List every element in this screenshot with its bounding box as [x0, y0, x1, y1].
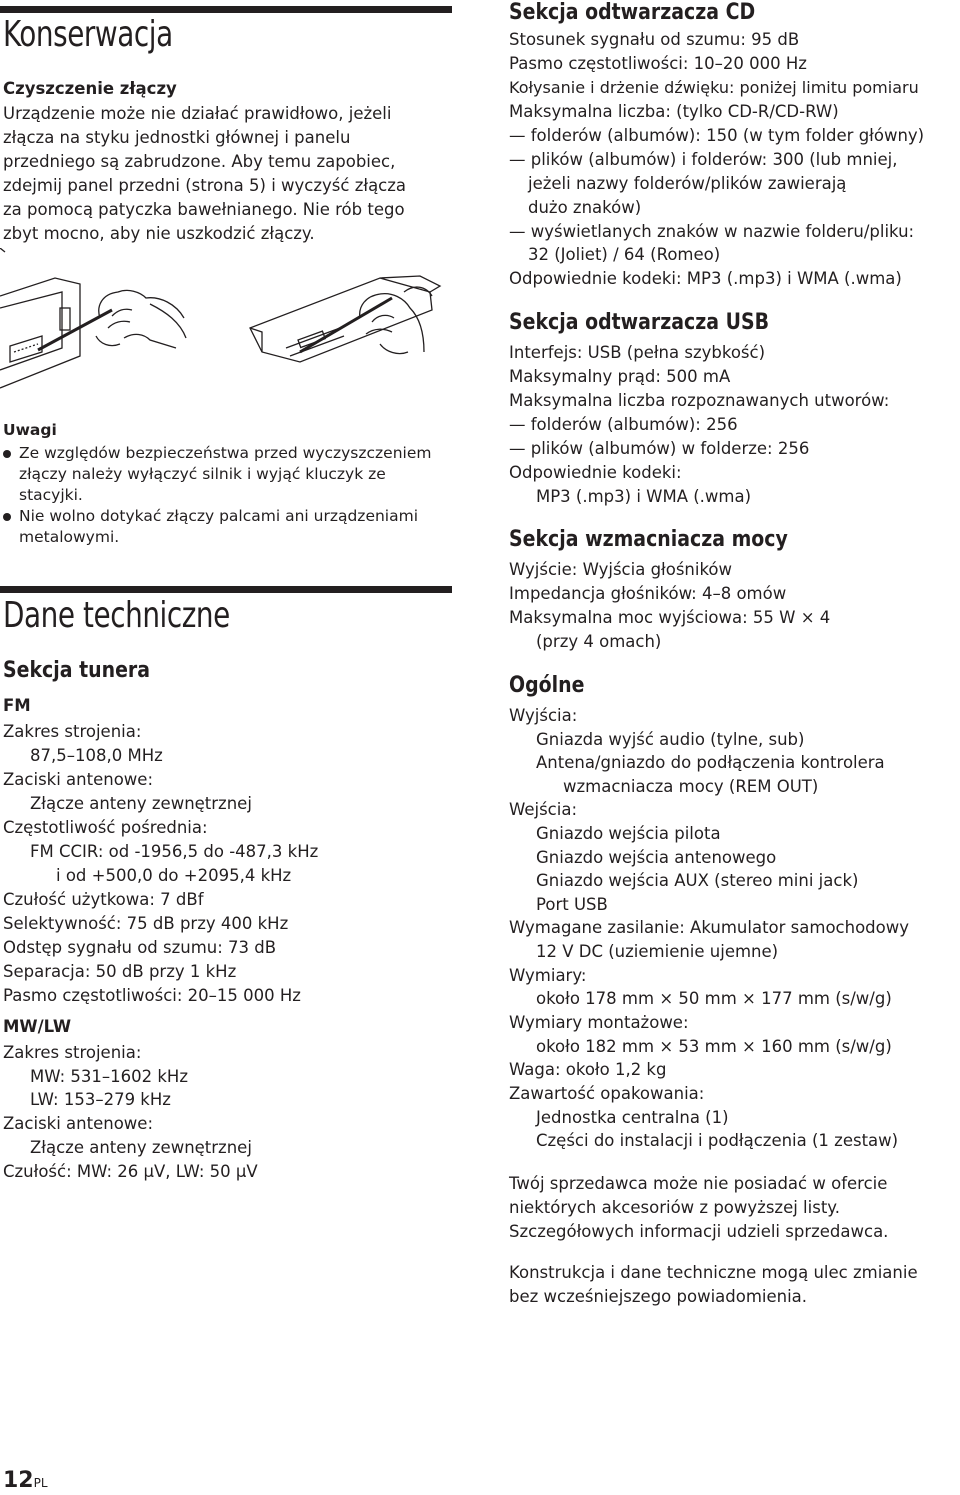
- page-number: [3, 1468, 48, 1493]
- cleaning-line: zbyt mocno, aby nie uszkodzić złączy.: [3, 224, 315, 243]
- note-line: Szczegółowych informacji udzieli sprzedawca.: [509, 1222, 889, 1241]
- spec-line: Wymiary montażowe:: [509, 1013, 689, 1032]
- spec-line: Zakres strojenia:: [3, 722, 142, 741]
- spec-line: Jednostka centralna (1): [536, 1108, 729, 1127]
- spec-line: Wejścia:: [509, 800, 578, 819]
- usb-title: Sekcja odtwarzacza USB: [509, 310, 770, 335]
- spec-line: około 178 mm × 50 mm × 177 mm (s/w/g): [536, 989, 892, 1008]
- spec-line: jeżeli nazwy folderów/plików zawierają: [528, 174, 847, 193]
- maintenance-heading: Konserwacja: [3, 14, 173, 55]
- bullet-icon: [3, 513, 11, 521]
- note-line: metalowymi.: [19, 528, 120, 546]
- spec-line: Maksymalna liczba: (tylko CD-R/CD-RW): [509, 102, 839, 121]
- section-rule: [0, 6, 452, 13]
- spec-line: Odpowiednie kodeki: MP3 (.mp3) i WMA (.wma): [509, 269, 902, 288]
- right-column: [509, 0, 960, 1495]
- spec-line: Zakres strojenia:: [3, 1043, 142, 1062]
- mwlw-title: MW/LW: [3, 1017, 72, 1036]
- spec-line: Maksymalna liczba rozpoznawanych utworów:: [509, 391, 890, 410]
- spec-line: Złącze anteny zewnętrznej: [30, 1138, 252, 1157]
- spec-line: Gniazda wyjść audio (tylne, sub): [536, 730, 805, 749]
- spec-line: 32 (Joliet) / 64 (Romeo): [528, 245, 721, 264]
- spec-line: Pasmo częstotliwości: 20–15 000 Hz: [3, 986, 301, 1005]
- cleaning-line: przedniego są zabrudzone. Aby temu zapobiec,: [3, 152, 396, 171]
- spec-line: Port USB: [536, 895, 608, 914]
- spec-line: — folderów (albumów): 256: [509, 415, 738, 434]
- section-rule: [0, 586, 452, 593]
- fm-title: FM: [3, 696, 31, 715]
- spec-line: Pasmo częstotliwości: 10–20 000 Hz: [509, 54, 807, 73]
- note-line: stacyjki.: [19, 486, 83, 504]
- spec-line: FM CCIR: od -1956,5 do -487,3 kHz: [30, 842, 319, 861]
- spec-line: i od +500,0 do +2095,4 kHz: [56, 866, 292, 885]
- specs-heading: Dane techniczne: [3, 595, 230, 636]
- note-line: Konstrukcja i dane techniczne mogą ulec zmianie: [509, 1263, 918, 1282]
- spec-line: — folderów (albumów): 150 (w tym folder główny): [509, 126, 925, 145]
- cd-title: Sekcja odtwarzacza CD: [509, 0, 756, 25]
- spec-line: wzmacniacza mocy (REM OUT): [563, 777, 819, 796]
- spec-line: MP3 (.mp3) i WMA (.wma): [536, 487, 752, 506]
- spec-line: Wymagane zasilanie: Akumulator samochodowy: [509, 918, 909, 937]
- cleaning-line: złącza na styku jednostki głównej i panelu: [3, 128, 351, 147]
- spec-line: LW: 153–279 kHz: [30, 1090, 171, 1109]
- spec-line: — wyświetlanych znaków w nazwie folderu/pliku:: [509, 222, 915, 241]
- spec-line: Kołysanie i drżenie dźwięku: poniżej limitu pomiaru: [509, 78, 919, 97]
- spec-line: Złącze anteny zewnętrznej: [30, 794, 252, 813]
- spec-line: 87,5–108,0 MHz: [30, 746, 163, 765]
- notes-title: Uwagi: [3, 421, 57, 439]
- spec-line: (przy 4 omach): [536, 632, 662, 651]
- note-item: [3, 443, 463, 506]
- spec-line: — plików (albumów) w folderze: 256: [509, 439, 810, 458]
- spec-line: Wyjście: Wyjścia głośników: [509, 560, 733, 579]
- bullet-icon: [3, 450, 11, 458]
- spec-line: około 182 mm × 53 mm × 160 mm (s/w/g): [536, 1037, 892, 1056]
- amp-title: Sekcja wzmacniacza mocy: [509, 527, 788, 552]
- page-number-value: 12: [3, 1468, 34, 1493]
- spec-line: Zaciski antenowe:: [3, 770, 153, 789]
- general-title: Ogólne: [509, 673, 585, 698]
- cleaning-line: Urządzenie może nie działać prawidłowo, jeżeli: [3, 104, 392, 123]
- spec-line: Częstotliwość pośrednia:: [3, 818, 208, 837]
- spec-line: Odpowiednie kodeki:: [509, 463, 682, 482]
- spec-line: Gniazdo wejścia antenowego: [536, 848, 777, 867]
- note-line: bez wcześniejszego powiadomienia.: [509, 1287, 808, 1306]
- spec-line: Antena/gniazdo do podłączenia kontrolera: [536, 753, 885, 772]
- spec-line: dużo znaków): [528, 198, 642, 217]
- spec-line: — plików (albumów) i folderów: 300 (lub mniej,: [509, 150, 898, 169]
- spec-line: Wymiary:: [509, 966, 587, 985]
- spec-line: Maksymalna moc wyjściowa: 55 W × 4: [509, 608, 831, 627]
- note-line: Ze względów bezpieczeństwa przed wyczyszczeniem: [19, 444, 432, 462]
- spec-line: Impedancja głośników: 4–8 omów: [509, 584, 787, 603]
- spec-line: Maksymalny prąd: 500 mA: [509, 367, 731, 386]
- note-item: [3, 506, 463, 548]
- cleaning-illustration: [0, 248, 460, 398]
- note-line: Nie wolno dotykać złączy palcami ani urządzeniami: [19, 507, 419, 525]
- spec-line: Stosunek sygnału od szumu: 95 dB: [509, 30, 800, 49]
- cleaning-line: za pomocą patyczka bawełnianego. Nie rób tego: [3, 200, 405, 219]
- cleaning-title: Czyszczenie złączy: [3, 79, 177, 98]
- spec-line: Odstęp sygnału od szumu: 73 dB: [3, 938, 277, 957]
- spec-line: Zawartość opakowania:: [509, 1084, 705, 1103]
- note-line: Twój sprzedawca może nie posiadać w ofercie: [509, 1174, 888, 1193]
- spec-line: Czułość użytkowa: 7 dBf: [3, 890, 204, 909]
- spec-line: Interfejs: USB (pełna szybkość): [509, 343, 766, 362]
- spec-line: Zaciski antenowe:: [3, 1114, 153, 1133]
- cleaning-line: zdejmij panel przedni (strona 5) i wyczyść złącza: [3, 176, 407, 195]
- tuner-title: Sekcja tunera: [3, 658, 151, 683]
- spec-line: Waga: około 1,2 kg: [509, 1060, 667, 1079]
- page-lang: PL: [33, 1476, 48, 1490]
- spec-line: Selektywność: 75 dB przy 400 kHz: [3, 914, 289, 933]
- left-column: [0, 0, 470, 1495]
- spec-line: Wyjścia:: [509, 706, 578, 725]
- note-line: złączy należy wyłączyć silnik i wyjąć kluczyk ze: [19, 465, 386, 483]
- spec-line: MW: 531–1602 kHz: [30, 1067, 188, 1086]
- spec-line: Gniazdo wejścia AUX (stereo mini jack): [536, 871, 859, 890]
- spec-line: Czułość: MW: 26 µV, LW: 50 µV: [3, 1162, 258, 1181]
- note-line: niektórych akcesoriów z powyższej listy.: [509, 1198, 840, 1217]
- spec-line: Separacja: 50 dB przy 1 kHz: [3, 962, 237, 981]
- spec-line: 12 V DC (uziemienie ujemne): [536, 942, 779, 961]
- spec-line: Części do instalacji i podłączenia (1 zestaw): [536, 1131, 899, 1150]
- spec-line: Gniazdo wejścia pilota: [536, 824, 721, 843]
